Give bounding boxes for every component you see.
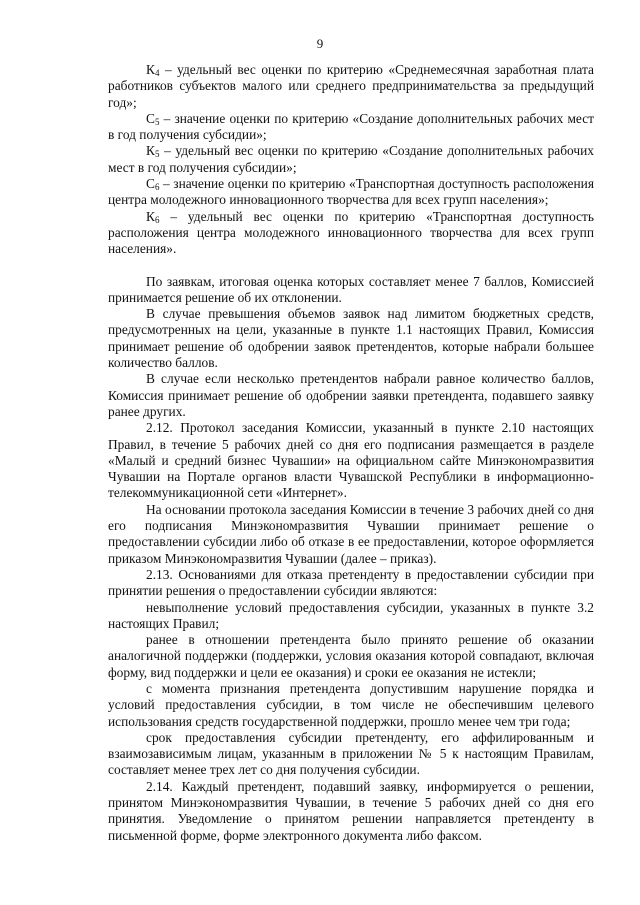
paragraph-clause-2-13: 2.13. Основаниями для отказа претенденту в предоставлении субсидии при принятии решения о предоставлении субсидии являются: (108, 566, 594, 599)
formula-symbol: $К_4$ (146, 62, 160, 78)
paragraph-k4-definition: $К_4$ – удельный вес оценки по критерию «Среднемесячная заработная плата работников субъектов малого или среднего предпринимательства за предыдущий год»; (108, 62, 594, 110)
paragraph-equal-scores: В случае если несколько претендентов набрали равное количество баллов, Комиссия принимает решение об одобрении заявки претендента, подавшего заявку ранее других. (108, 371, 594, 419)
paragraph-rejection-threshold: По заявкам, итоговая оценка которых составляет менее 7 баллов, Комиссией принимается решение об их отклонении. (108, 273, 594, 305)
paragraph-refusal-reason-3: с момента признания претендента допустившим нарушение порядка и условий предоставления субсидии, в том числе не обеспечившим целевого использования средств государственной поддержки, прошло менее чем три года; (108, 680, 594, 729)
paragraph-c5-definition: $С_5$ – значение оценки по критерию «Создание дополнительных рабочих мест в год получения субсидии»; (108, 110, 594, 143)
paragraph-k5-definition: $К_5$ – удельный вес оценки по критерию «Создание дополнительных рабочих мест в год получения субсидии»; (108, 143, 594, 175)
paragraph-refusal-reason-1: невыполнение условий предоставления субсидии, указанных в пункте 3.2 настоящих Правил; (108, 599, 594, 631)
formula-symbol: $К_5$ (146, 143, 160, 160)
formula-symbol: $К_6$ (146, 208, 160, 225)
paragraph-order-decision: На основании протокола заседания Комиссии в течение 3 рабочих дней со дня его подписания Минэкономразвития Чувашии принимает решение о предоставлении субсидии либо об отказе в ее предоставлении, которое оформляется приказом Минэкономразвития Чувашии (далее – приказ). (108, 501, 594, 566)
paragraph-refusal-reason-4: срок предоставления субсидии претенденту, его аффилированным и взаимозависимым лицам, указанным в приложении № 5 к настоящим Правилам, составляет менее трех лет со дня получения субсидии. (108, 729, 594, 778)
paragraph-clause-2-14: 2.14. Каждый претендент, подавший заявку, информируется о решении, принятом Минэкономразвития Чувашии, в течение 5 рабочих дней со дня его принятия. Уведомление о принятом решении направляется претенденту в письменной форме, форме электронного документа либо факсом. (108, 778, 594, 843)
paragraph-refusal-reason-2: ранее в отношении претендента было принято решение об оказании аналогичной поддержки (поддержки, условия оказания которой совпадают, включая форму, вид поддержки и цели ее оказания) и сроки ее оказания не истекли; (108, 632, 594, 680)
page-number: 9 (316, 36, 324, 51)
paragraph-budget-excess: В случае превышения объемов заявок над лимитом бюджетных средств, предусмотренных на цели, указанные в пункте 1.1 настоящих Правил, Комиссия принимает решение об одобрении заявок претендентов, которые набрали большее количество баллов. (108, 306, 594, 371)
formula-symbol: $С_6$ (146, 176, 160, 193)
paragraph-k6-definition: $К_6$ – удельный вес оценки по критерию «Транспортная доступность расположения центра молодежного инновационного творчества для всех групп населения». (108, 208, 594, 257)
document-body (108, 62, 594, 844)
paragraph-c6-definition: $С_6$ – значение оценки по критерию «Транспортная доступность расположения центра молодежного инновационного творчества для всех групп населения»; (108, 176, 594, 208)
paragraph-clause-2-12: 2.12. Протокол заседания Комиссии, указанный в пункте 2.10 настоящих Правил, в течение 5 рабочих дней со дня его подписания размещается в разделе «Малый и средний бизнес Чувашии» на официальном сайте Минэкономразвития Чувашии на Портале органов власти Чувашской Республики в информационно-телекоммуникационной сети «Интернет». (108, 420, 594, 501)
formula-symbol: $С_5$ (146, 110, 160, 127)
